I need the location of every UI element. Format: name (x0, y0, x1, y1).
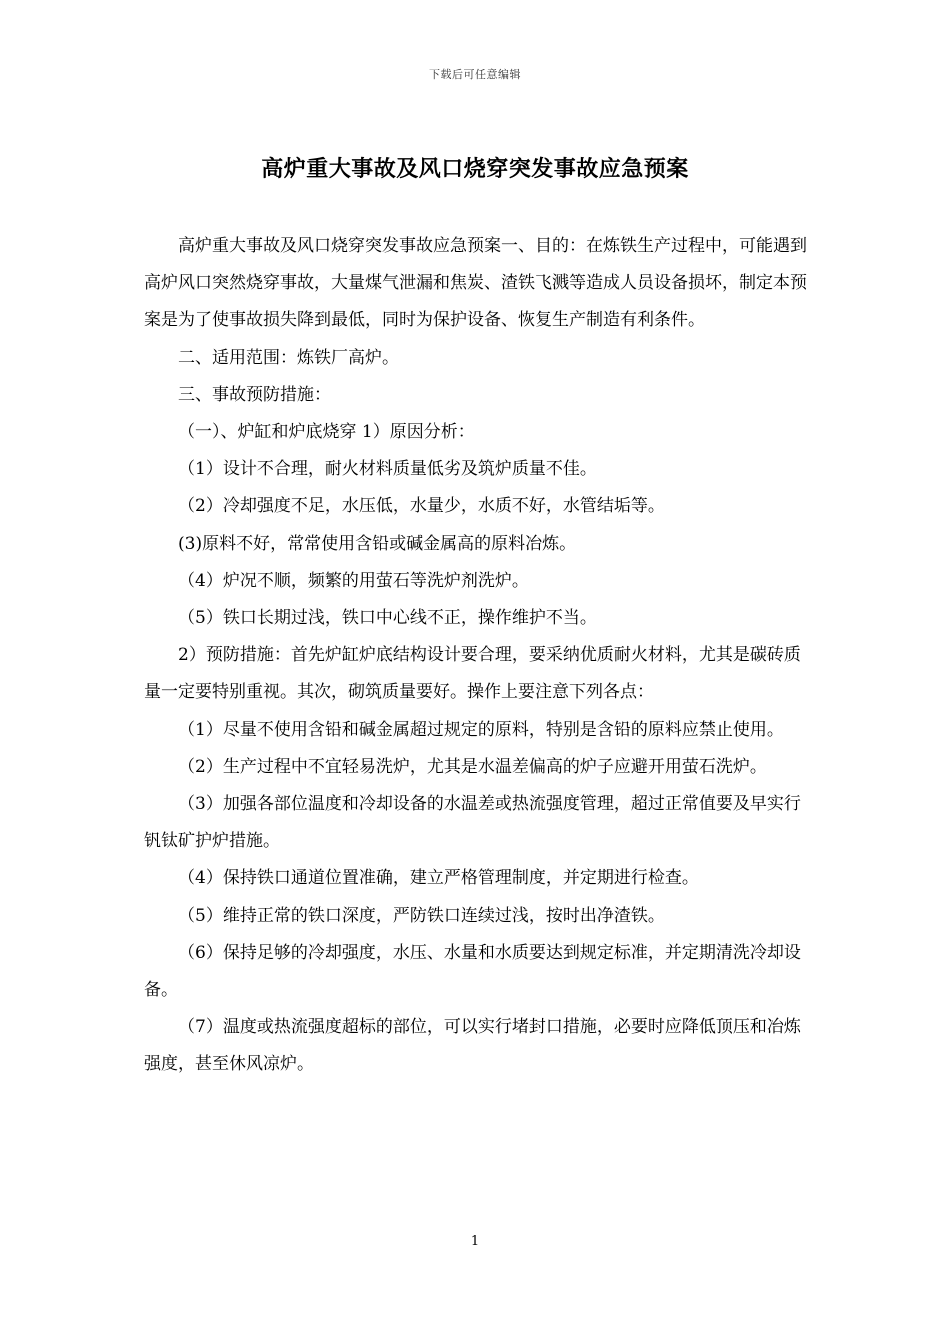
document-title: 高炉重大事故及风口烧穿突发事故应急预案 (261, 156, 689, 182)
paragraph-measure-1: （1）尽量不使用含铅和碱金属超过规定的原料，特别是含铅的原料应禁止使用。 (178, 719, 784, 740)
paragraph-measure-2: （2）生产过程中不宜轻易洗炉，尤其是水温差偏高的炉子应避开用萤石洗炉。 (178, 756, 767, 777)
paragraph-cause-2: （2）冷却强度不足，水压低，水量少，水质不好，水管结垢等。 (178, 496, 665, 517)
header-note: 下载后可任意编辑 (429, 68, 521, 81)
paragraph-measures-heading: 2）预防措施：首先炉缸炉底结构设计要合理，要采纳优质耐火材料，尤其是碳砖质量一定要特别重视。其次，砌筑质量要好。操作上要注意下列各点： (144, 645, 801, 703)
paragraph-measure-4: （4）保持铁口通道位置准确，建立严格管理制度，并定期进行检查。 (178, 868, 699, 889)
paragraph-cause-4: （4）炉况不顺，频繁的用萤石等洗炉剂洗炉。 (178, 570, 529, 591)
paragraph-cause-5: （5）铁口长期过浅，铁口中心线不正，操作维护不当。 (178, 608, 597, 629)
paragraph-measure-5: （5）维持正常的铁口深度，严防铁口连续过浅，按时出净渣铁。 (178, 905, 665, 926)
paragraph-section-1-cause-heading: （一）、炉缸和炉底烧穿 1）原因分析： (178, 422, 475, 443)
paragraph-measure-6: （6）保持足够的冷却强度，水压、水量和水质要达到规定标准，并定期清洗冷却设备。 (144, 942, 801, 1001)
document-body (144, 228, 810, 1084)
paragraph-measure-7: （7）温度或热流强度超标的部位，可以实行堵封口措施，必要时应降低顶压和冶炼强度，甚至休风凉炉。 (144, 1017, 801, 1075)
paragraph-purpose: 高炉重大事故及风口烧穿突发事故应急预案一、目的：在炼铁生产过程中，可能遇到高炉风口突然烧穿事故，大量煤气泄漏和焦炭、渣铁飞溅等造成人员设备损坏，制定本预案是为了使事故损失降到最低，同时为保护设备、恢复生产制造有利条件。 (144, 236, 807, 331)
paragraph-measure-3: （3）加强各部位温度和冷却设备的水温差或热流强度管理，超过正常值要及早实行钒钛矿护炉措施。 (144, 794, 801, 852)
paragraph-scope: 二、适用范围：炼铁厂高炉。 (178, 347, 399, 368)
paragraph-prevention-heading: 三、事故预防措施： (178, 384, 331, 405)
page-number: 1 (470, 1234, 480, 1249)
paragraph-cause-1: （1）设计不合理，耐火材料质量低劣及筑炉质量不佳。 (178, 459, 597, 480)
paragraph-cause-3: (3)原料不好，常常使用含铅或碱金属高的原料冶炼。 (178, 533, 577, 554)
